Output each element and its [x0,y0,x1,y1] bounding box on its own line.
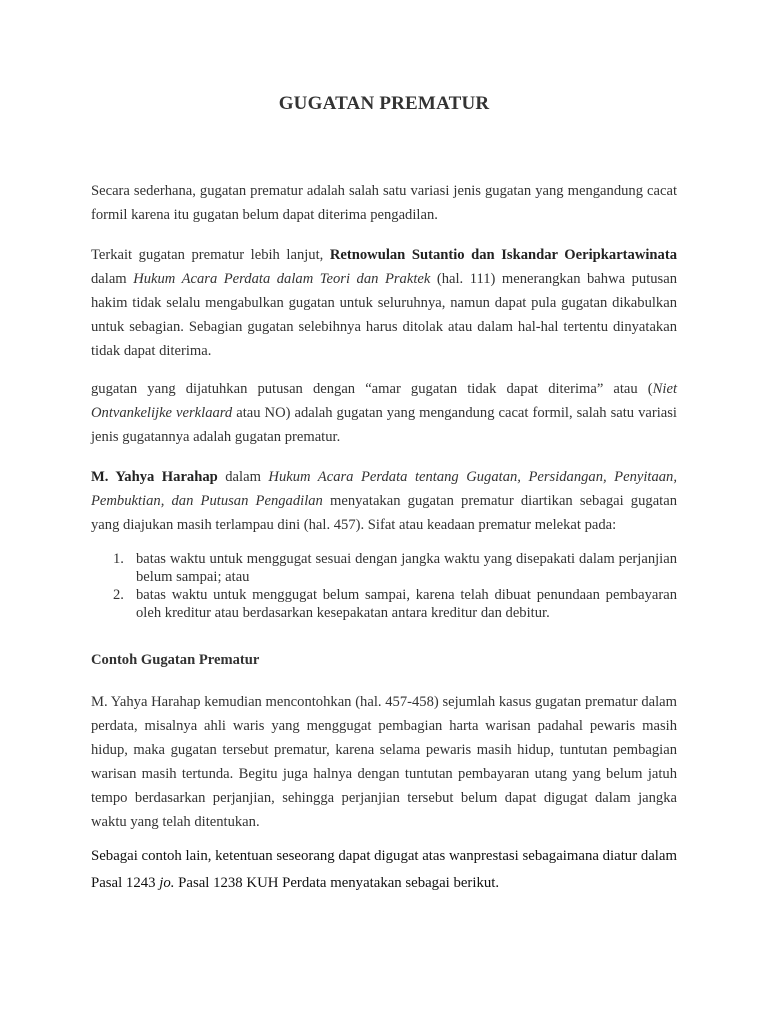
numbered-list [91,550,677,622]
list-item [91,586,677,622]
text-run: Sebagai contoh lain, ketentuan seseorang dapat digugat atas wanprestasi sebagaimana diatur dalam Pasal 1243 [91,848,677,891]
text-run: Terkait gugatan prematur lebih lanjut, [91,247,330,263]
book-title: Hukum Acara Perdata tentang Gugatan, Persidangan, Penyitaan, Pembuktian, dan Putusan Pengadilan [91,469,677,509]
list-text: batas waktu untuk menggugat sesuai dengan jangka waktu yang disepakati dalam perjanjian belum sampai; atau [136,551,677,585]
text-run: dalam [217,469,269,485]
legal-abbrev: jo. [159,875,175,891]
text-run: (hal. 111) menerangkan bahwa putusan hakim tidak selalu mengabulkan gugatan untuk seluruhnya, namun dapat pula gugatan dikabulkan untuk sebagian. Sebagian gugatan selebihnya harus ditolak atau dalam hal-hal tertentu dinyatakan tidak dapat diterima. [91,271,678,359]
paragraph-yahya-harahap [91,465,677,537]
paragraph-other-example [91,843,677,897]
text-run: menyatakan gugatan prematur diartikan sebagai gugatan yang diajukan masih terlampau dini (hal. 457). Sifat atau keadaan prematur melekat pada: [91,493,677,533]
paragraph-intro: Secara sederhana, gugatan prematur adalah salah satu variasi jenis gugatan yang mengandung cacat formil karena itu gugatan belum dapat diterima pengadilan. [91,183,677,223]
section-heading: Contoh Gugatan Prematur [91,652,260,668]
list-number: 2. [113,587,124,603]
text-run: atau NO) adalah gugatan yang mengandung cacat formil, salah satu variasi jenis gugatannya adalah gugatan prematur. [91,405,677,445]
text-run: dalam [91,271,134,287]
text-run: Pasal 1238 KUH Perdata menyatakan sebagai berikut. [174,875,500,891]
paragraph-retnowulan [91,243,677,363]
list-item [91,550,677,586]
author-name: Retnowulan Sutantio dan Iskandar Oeripkartawinata [329,247,677,263]
paragraph-niet-ontvankelijke [91,377,677,449]
page-title: GUGATAN PREMATUR [278,93,490,114]
author-name: M. Yahya Harahap [91,469,218,485]
legal-term: Niet Ontvankelijke verklaard [91,381,677,421]
list-number: 1. [113,551,124,567]
paragraph-example: M. Yahya Harahap kemudian mencontohkan (hal. 457-458) sejumlah kasus gugatan prematur dalam perdata, misalnya ahli waris yang menggugat pembagian harta warisan padahal pewaris masih hidup, maka gugatan tersebut prematur, karena selama pewaris masih hidup, tuntutan pembagian warisan masih tertunda. Begitu juga halnya dengan tuntutan pembayaran utang yang belum jatuh tempo berdasarkan perjanjian, sehingga perjanjian tersebut belum dapat digugat dalam jangka waktu yang telah ditentukan. [91,694,677,830]
book-title: Hukum Acara Perdata dalam Teori dan Praktek [133,271,431,287]
text-run: gugatan yang dijatuhkan putusan dengan “amar gugatan tidak dapat diterima” atau ( [91,381,653,397]
list-text: batas waktu untuk menggugat belum sampai, karena telah dibuat penundaan pembayaran oleh kreditur atau berdasarkan kesepakatan antara kreditur dan debitur. [136,587,677,621]
